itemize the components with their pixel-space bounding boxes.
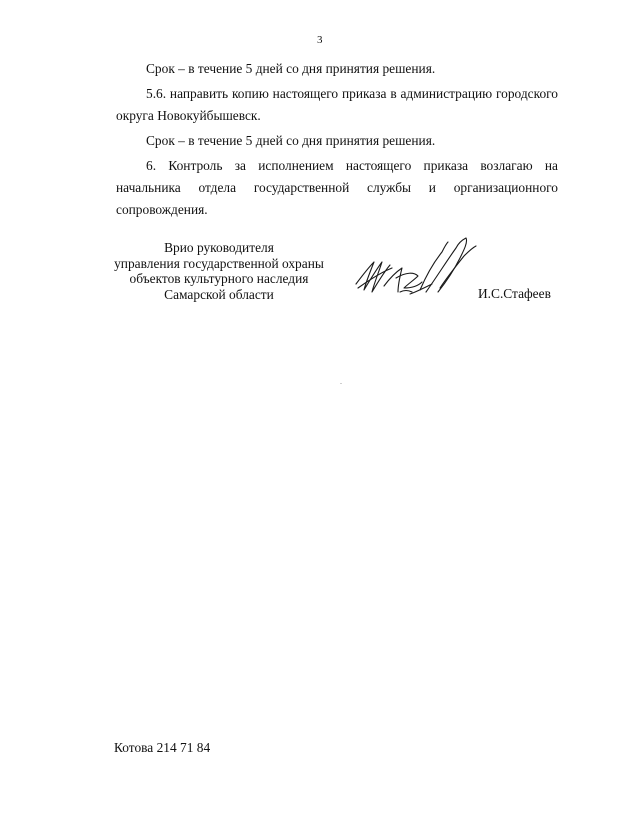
position-line: объектов культурного наследия — [129, 271, 309, 286]
scan-artifact — [340, 383, 342, 384]
position-line: Врио руководителя — [164, 240, 274, 255]
executor-contact: Котова 214 71 84 — [114, 740, 211, 755]
paragraph-item-6-control: 6. Контроль за исполнением настоящего приказа возлагаю на начальника отдела государственной службы и организационного сопровождения. — [116, 158, 558, 217]
paragraph-item-5-6: 5.6. направить копию настоящего приказа в администрацию городского округа Новокуйбышевск. — [116, 86, 558, 123]
position-line: Самарской области — [164, 286, 274, 302]
handwritten-signature — [352, 232, 480, 306]
signatory-position — [104, 240, 334, 302]
paragraph-deadline-1: Срок – в течение 5 дней со дня принятия решения. — [146, 61, 436, 76]
paragraph-deadline-2: Срок – в течение 5 дней со дня принятия решения. — [146, 133, 436, 148]
signer-name: И.С.Стафеев — [478, 286, 551, 301]
page-number: 3 — [317, 34, 323, 46]
position-line: управления государственной охраны — [114, 255, 324, 271]
document-body — [116, 58, 558, 221]
